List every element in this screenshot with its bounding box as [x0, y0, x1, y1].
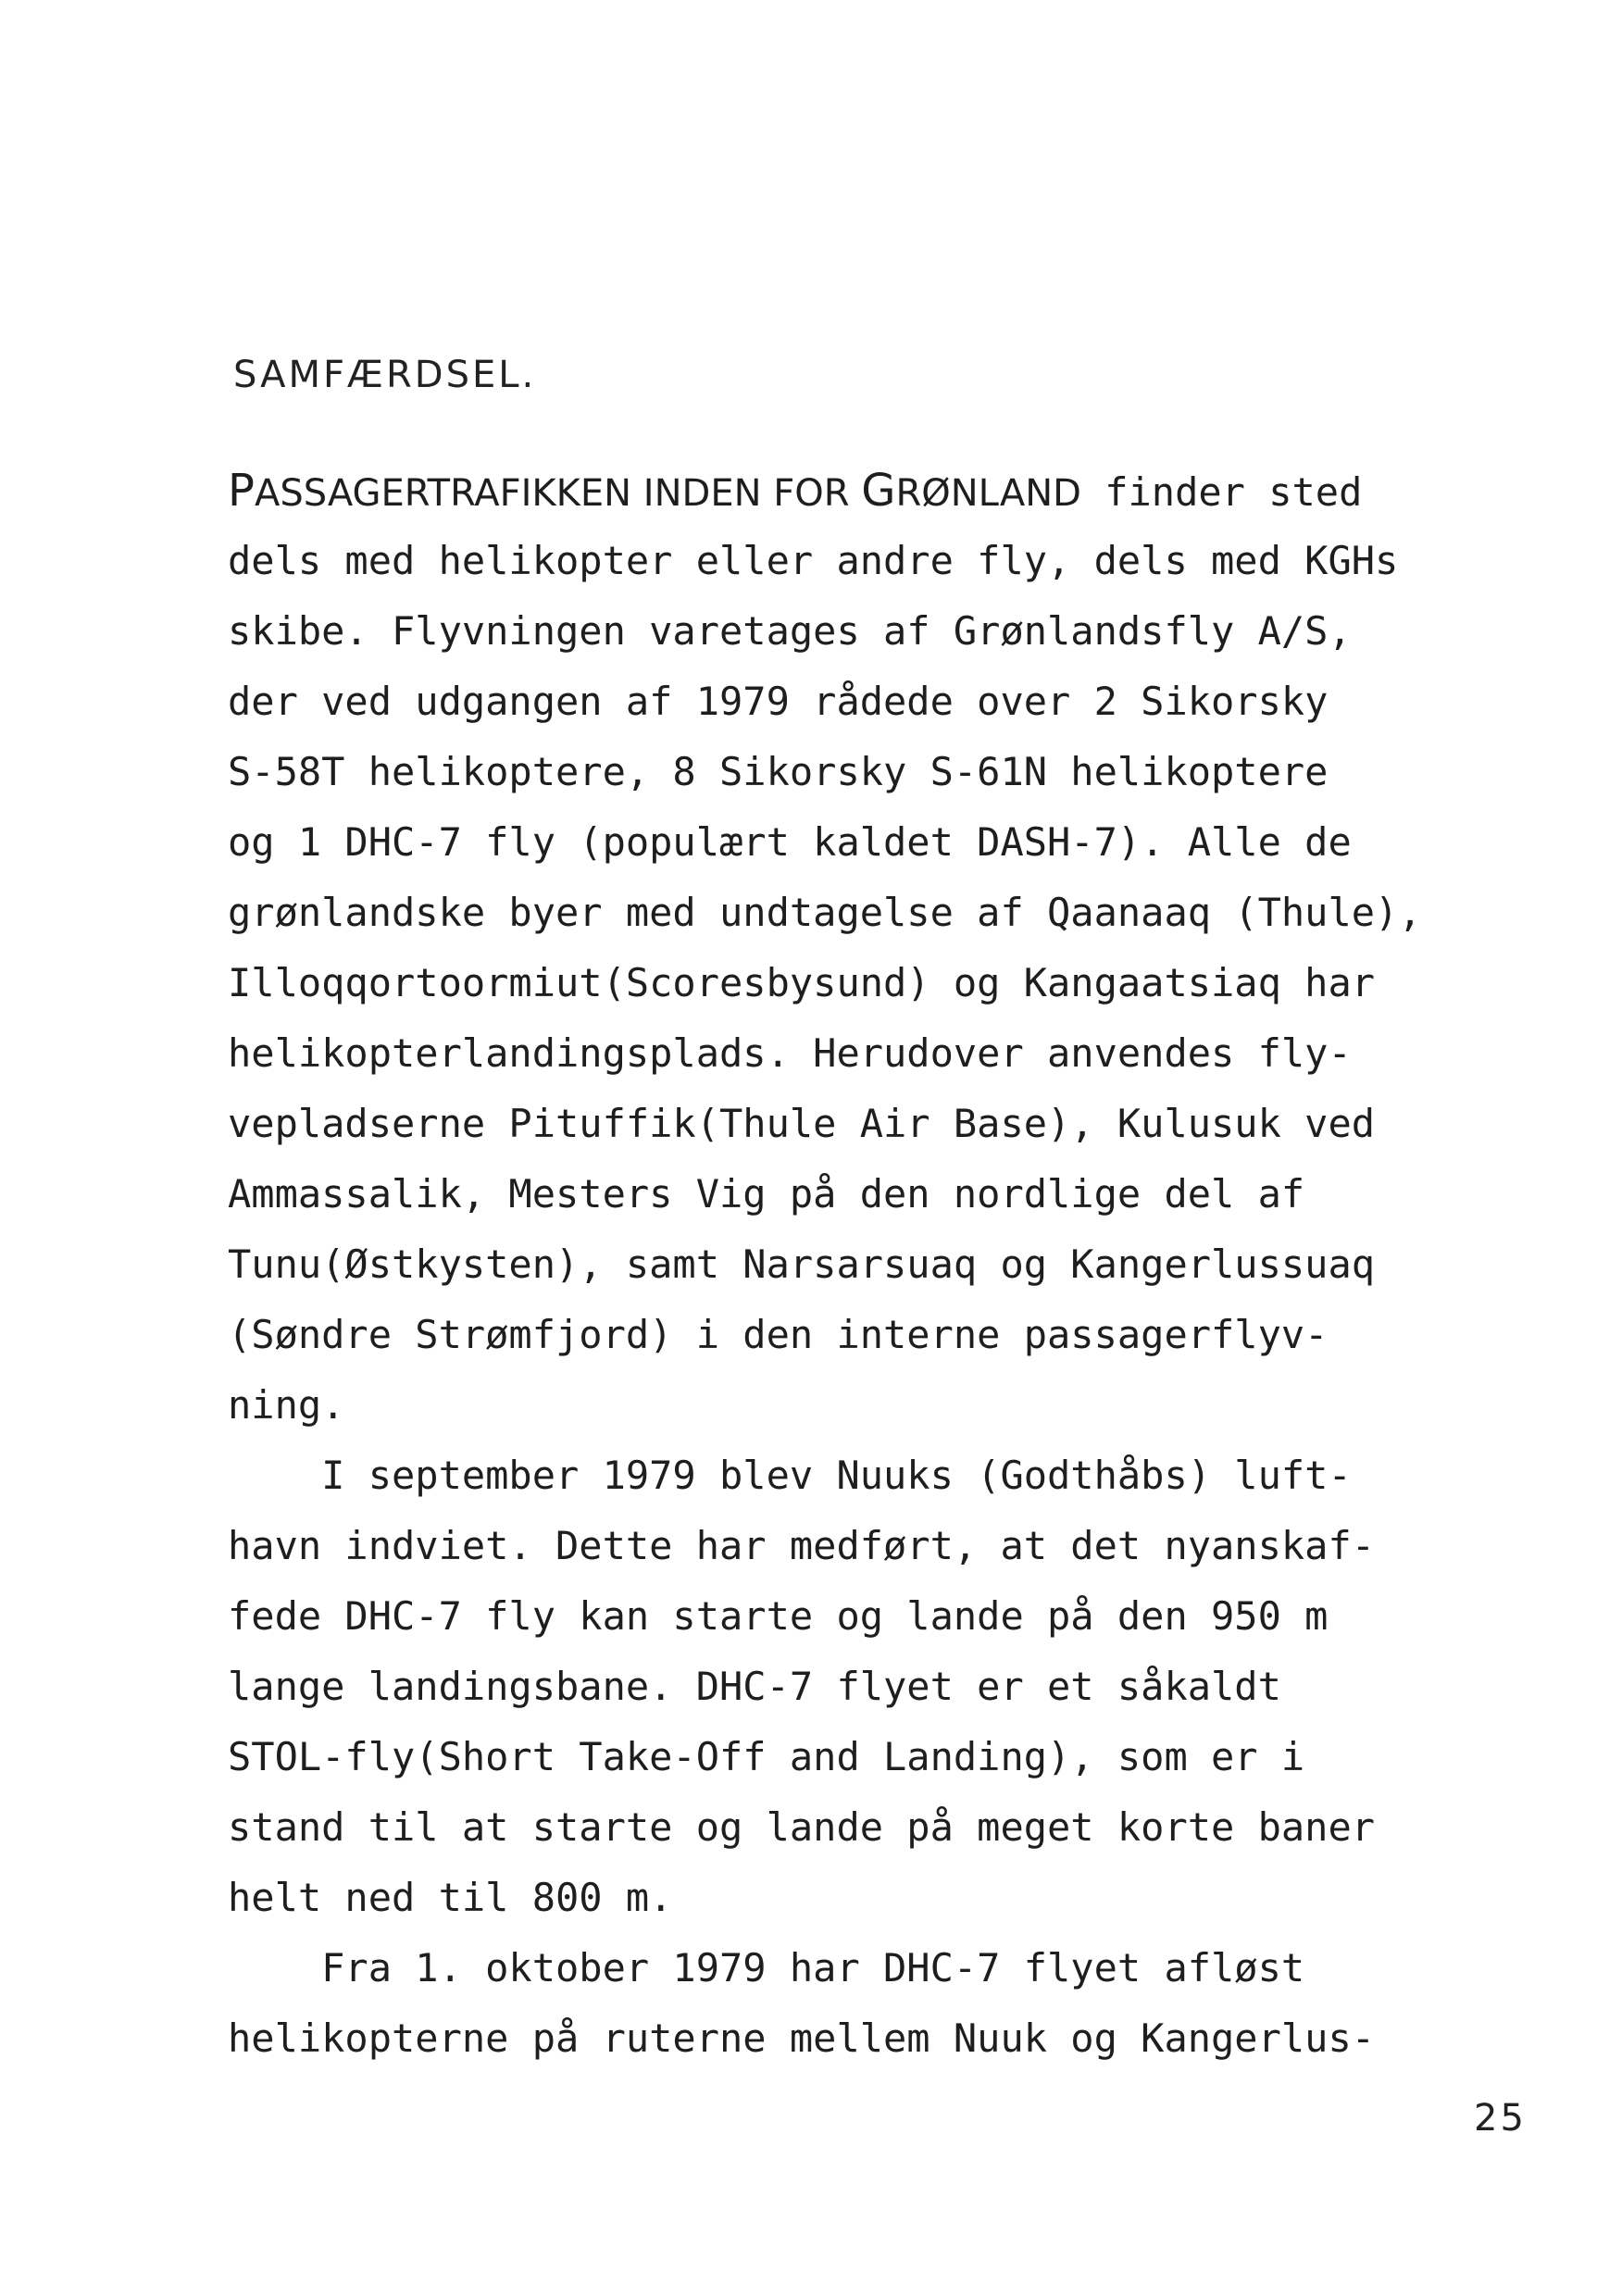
text-line: STOL-fly(Short Take-Off and Landing), som er i: [228, 1734, 1305, 1779]
text-line: (Søndre Strømfjord) i den interne passagerflyv-: [228, 1312, 1329, 1357]
text-line: vepladserne Pituffik(Thule Air Base), Kulusuk ved: [228, 1101, 1376, 1146]
text-line: dels med helikopter eller andre fly, dels med KGHs: [228, 538, 1399, 583]
lead-rest: RØNLAND: [895, 472, 1081, 515]
line-text: finder sted: [1080, 469, 1363, 515]
text-line: stand til at starte og lande på meget korte baner: [228, 1804, 1376, 1850]
lead-cap: P: [228, 465, 255, 517]
text-line: der ved udgangen af 1979 rådede over 2 Sikorsky: [228, 679, 1329, 724]
text-line: helt ned til 800 m.: [228, 1875, 673, 1920]
lead-phrase: [228, 465, 1081, 517]
text-line: I september 1979 blev Nuuks (Godthåbs) luft-: [228, 1453, 1352, 1498]
text-line: og 1 DHC-7 fly (populært kaldet DASH-7). Alle de: [228, 819, 1352, 865]
body-text: [228, 455, 1450, 2074]
text-line: Illoqqortoormiut(Scoresbysund) og Kangaatsiaq har: [228, 960, 1376, 1005]
text-line: S-58T helikoptere, 8 Sikorsky S-61N helikoptere: [228, 749, 1329, 794]
text-line: skibe. Flyvningen varetages af Grønlandsfly A/S,: [228, 608, 1352, 654]
lead-cap: G: [861, 465, 896, 517]
text-line: lange landingsbane. DHC-7 flyet er et såkaldt: [228, 1664, 1281, 1709]
text-line: Fra 1. oktober 1979 har DHC-7 flyet afløst: [228, 1945, 1305, 1990]
text-line: helikopterlandingsplads. Herudover anvendes fly-: [228, 1030, 1352, 1076]
section-heading: SAMFÆRDSEL.: [233, 354, 537, 396]
lead-rest: ASSAGERTRAFIKKEN INDEN FOR: [254, 472, 862, 515]
text-line: Ammassalik, Mesters Vig på den nordlige del af: [228, 1171, 1305, 1217]
text-line: Tunu(Østkysten), samt Narsarsuaq og Kangerlussuaq: [228, 1242, 1376, 1287]
text-line: helikopterne på ruterne mellem Nuuk og Kangerlus-: [228, 2015, 1376, 2061]
page-number: 25: [1474, 2097, 1527, 2140]
text-line: ning.: [228, 1382, 345, 1428]
text-line: grønlandske byer med undtagelse af Qaanaaq (Thule),: [228, 890, 1422, 935]
text-line: fede DHC-7 fly kan starte og lande på den 950 m: [228, 1593, 1329, 1639]
text-line: [228, 455, 1450, 526]
text-line: havn indviet. Dette har medført, at det nyanskaf-: [228, 1523, 1376, 1568]
